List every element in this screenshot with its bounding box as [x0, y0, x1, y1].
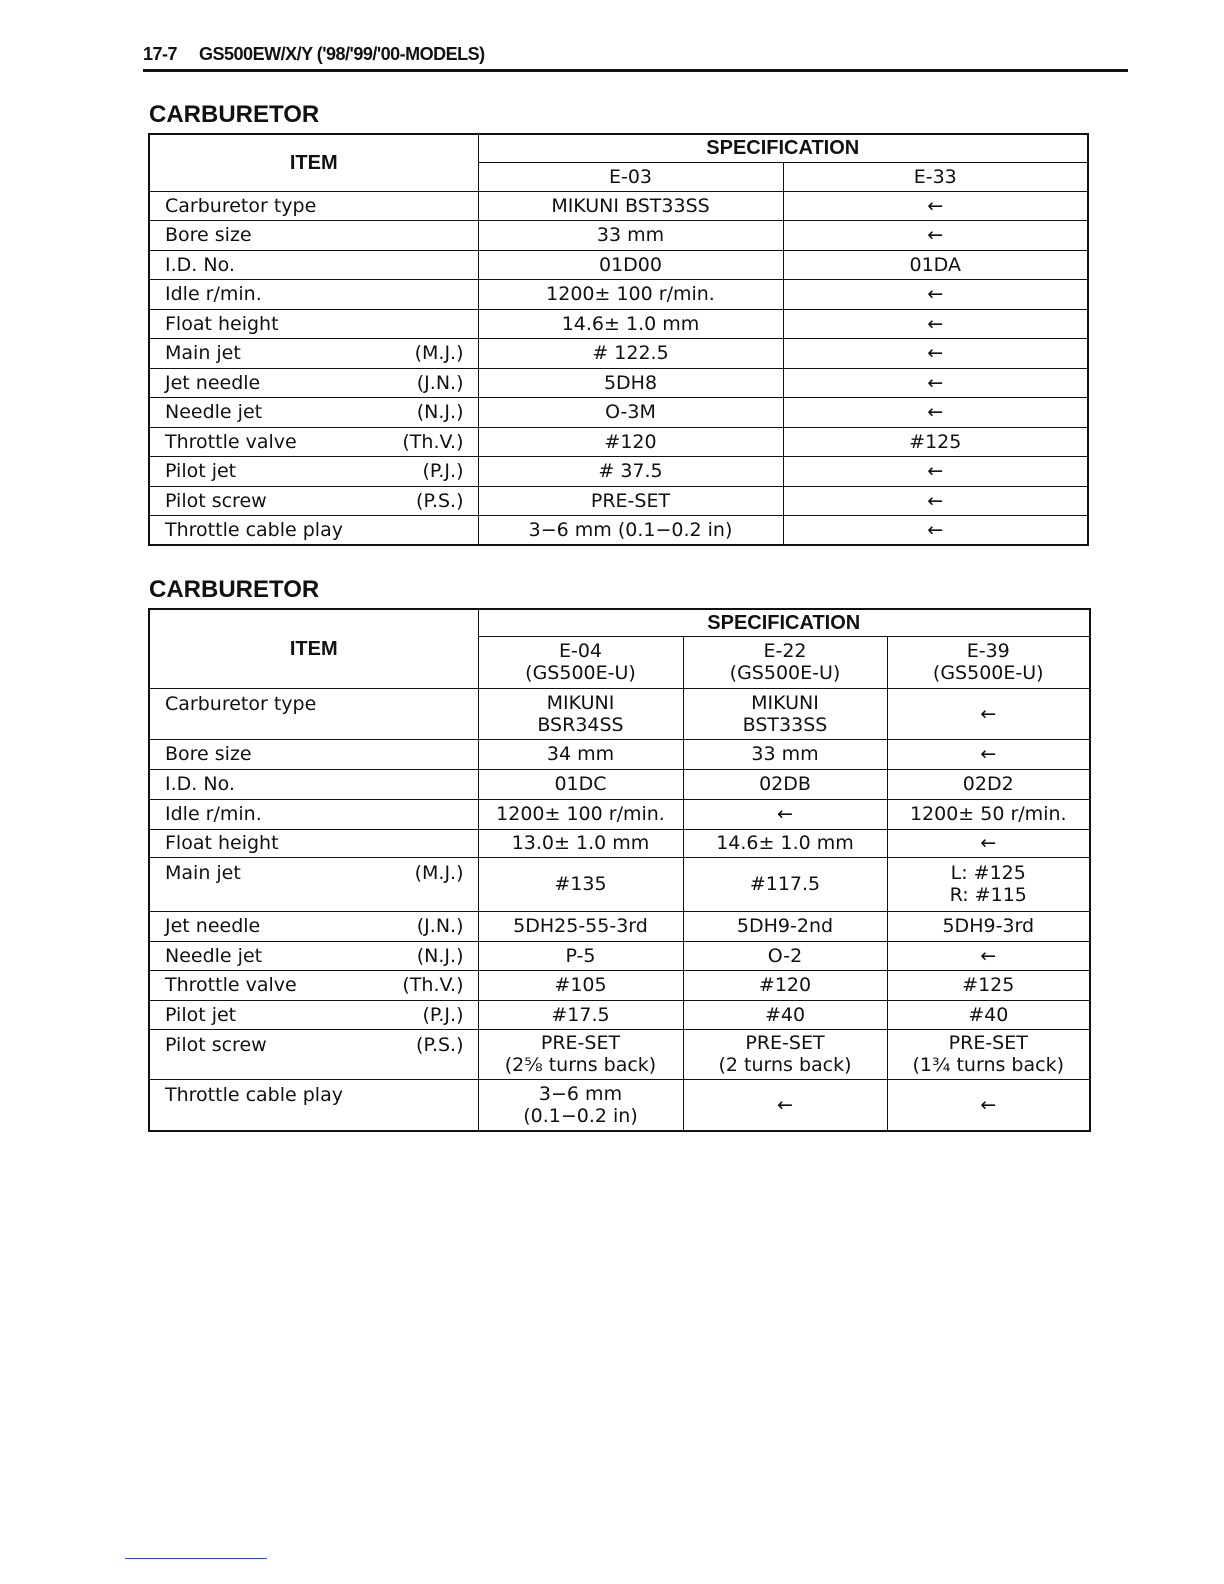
item-label: [149, 427, 478, 457]
item-abbr: (P.S.): [416, 1033, 464, 1056]
spec-value: ←: [683, 1079, 887, 1131]
table-row: [149, 191, 1088, 221]
value-line: (2⅝ turns back): [504, 1054, 657, 1076]
item-label: Idle r/min.: [149, 799, 478, 829]
item-name: Needle jet: [165, 401, 263, 424]
value-line: BSR34SS: [537, 713, 624, 736]
value-line: 3−6 mm: [538, 1082, 623, 1105]
column-model: (GS500E-U): [932, 662, 1044, 684]
item-label: Carburetor type: [149, 688, 478, 739]
item-name: Needle jet: [165, 944, 263, 967]
item-label: Bore size: [149, 739, 478, 769]
value-line: PRE-SET: [948, 1032, 1028, 1054]
item-label: Throttle cable play: [149, 516, 478, 546]
item-name: Pilot screw: [165, 489, 267, 512]
spec-value: 02DB: [683, 769, 887, 799]
column-header-e39: [887, 636, 1090, 688]
table-row: [149, 250, 1088, 280]
item-abbr: (M.J.): [414, 342, 464, 365]
carburetor-spec-table-1: [148, 133, 1089, 546]
table-row: [149, 799, 1090, 829]
spec-value: ←: [783, 368, 1088, 398]
item-label: Throttle cable play: [149, 1079, 478, 1131]
item-abbr: (P.S.): [416, 489, 464, 512]
spec-value: #120: [683, 970, 887, 1000]
spec-value: O-2: [683, 941, 887, 970]
spec-value: 02D2: [887, 769, 1090, 799]
spec-value: 5DH9-3rd: [887, 911, 1090, 941]
spec-value: 1200± 50 r/min.: [887, 799, 1090, 829]
table-row: [149, 368, 1088, 398]
spec-value: ←: [887, 829, 1090, 857]
spec-value: 01DC: [478, 769, 683, 799]
spec-value: #125: [887, 970, 1090, 1000]
item-name: Throttle valve: [165, 974, 297, 996]
item-label: Bore size: [149, 221, 478, 251]
spec-value: ←: [887, 688, 1090, 739]
item-label: [149, 368, 478, 398]
item-abbr: (J.N.): [416, 915, 464, 937]
item-name: Pilot jet: [165, 460, 237, 483]
item-header: ITEM: [149, 609, 478, 688]
spec-value: PRE-SET: [478, 486, 783, 516]
spec-value: 14.6± 1.0 mm: [683, 829, 887, 857]
item-abbr: (M.J.): [414, 861, 464, 884]
spec-value: #40: [887, 1000, 1090, 1029]
table-row: [149, 970, 1090, 1000]
spec-value: [887, 1029, 1090, 1079]
table-row: [149, 1029, 1090, 1079]
model-title: GS500EW/X/Y ('98/'99/'00-MODELS): [199, 44, 485, 64]
spec-value: 1200± 100 r/min.: [478, 280, 783, 310]
value-line: L: #125: [950, 862, 1026, 884]
spec-value: 33 mm: [683, 739, 887, 769]
item-label: I.D. No.: [149, 769, 478, 799]
spec-value: #40: [683, 1000, 887, 1029]
spec-value: [683, 1029, 887, 1079]
column-code: E-22: [763, 640, 807, 662]
footer-divider: [125, 1558, 267, 1559]
table-row: [149, 516, 1088, 546]
column-model: (GS500E-U): [525, 662, 636, 684]
spec-value: 34 mm: [478, 739, 683, 769]
value-line: R: #115: [949, 884, 1027, 906]
item-label: [149, 970, 478, 1000]
table-row: [149, 1079, 1090, 1131]
column-header-e03: E-03: [478, 162, 783, 191]
table-row: [149, 486, 1088, 516]
table-row: [149, 769, 1090, 799]
spec-value: # 37.5: [478, 457, 783, 487]
spec-value: O-3M: [478, 398, 783, 428]
spec-value: ←: [783, 398, 1088, 428]
item-abbr: (Th.V.): [402, 974, 464, 996]
table-row: [149, 221, 1088, 251]
spec-value: 14.6± 1.0 mm: [478, 309, 783, 339]
spec-value: #117.5: [683, 857, 887, 911]
spec-value: ←: [887, 739, 1090, 769]
item-name: Main jet: [165, 861, 241, 884]
spec-value: MIKUNI BST33SS: [478, 191, 783, 221]
spec-value: 5DH9-2nd: [683, 911, 887, 941]
item-name: Main jet: [165, 342, 241, 365]
value-line: (2 turns back): [718, 1054, 852, 1076]
item-abbr: (N.J.): [416, 401, 464, 424]
table-row: [149, 829, 1090, 857]
column-header-e22: [683, 636, 887, 688]
spec-value: 13.0± 1.0 mm: [478, 829, 683, 857]
spec-value: 01D00: [478, 250, 783, 280]
item-abbr: (J.N.): [416, 371, 464, 394]
spec-value: [478, 1079, 683, 1131]
specification-header: SPECIFICATION: [478, 134, 1088, 162]
item-abbr: (N.J.): [416, 944, 464, 967]
item-name: Jet needle: [165, 915, 261, 937]
value-line: (1¾ turns back): [912, 1054, 1064, 1076]
spec-value: 01DA: [783, 250, 1088, 280]
spec-value: ←: [683, 799, 887, 829]
table-row: [149, 280, 1088, 310]
spec-value: #135: [478, 857, 683, 911]
table-row: [149, 457, 1088, 487]
table-row: [149, 339, 1088, 369]
item-abbr: (P.J.): [422, 460, 464, 483]
item-label: [149, 339, 478, 369]
spec-value: [887, 857, 1090, 911]
column-header-e04: [478, 636, 683, 688]
specification-header: SPECIFICATION: [478, 609, 1090, 636]
item-label: [149, 398, 478, 428]
value-line: BST33SS: [742, 713, 828, 736]
spec-value: 5DH8: [478, 368, 783, 398]
table-row: [149, 739, 1090, 769]
value-line: MIKUNI: [751, 691, 819, 714]
item-abbr: (P.J.): [422, 1003, 464, 1026]
item-label: [149, 911, 478, 941]
item-name: Throttle valve: [165, 430, 297, 453]
table-row: [149, 941, 1090, 970]
item-abbr: (Th.V.): [402, 430, 464, 453]
column-code: E-39: [966, 640, 1010, 662]
column-code: E-04: [558, 640, 603, 662]
spec-value: ←: [783, 457, 1088, 487]
spec-value: ←: [783, 339, 1088, 369]
spec-value: [478, 688, 683, 739]
spec-value: 5DH25-55-3rd: [478, 911, 683, 941]
item-label: [149, 1000, 478, 1029]
section-title-carburetor-1: CARBURETOR: [149, 101, 320, 128]
item-label: [149, 1029, 478, 1079]
item-name: Pilot screw: [165, 1033, 267, 1056]
item-label: I.D. No.: [149, 250, 478, 280]
spec-value: [683, 688, 887, 739]
page-header: [143, 44, 1128, 72]
value-line: PRE-SET: [745, 1032, 825, 1054]
page-number: 17-7: [143, 44, 178, 64]
table-row: [149, 398, 1088, 428]
table-row: [149, 857, 1090, 911]
item-label: Idle r/min.: [149, 280, 478, 310]
column-header-e33: E-33: [783, 162, 1088, 191]
table-row: [149, 688, 1090, 739]
spec-value: #17.5: [478, 1000, 683, 1029]
spec-value: ←: [783, 280, 1088, 310]
item-label: Float height: [149, 829, 478, 857]
spec-value: #125: [783, 427, 1088, 457]
item-label: Float height: [149, 309, 478, 339]
table-row: [149, 911, 1090, 941]
item-label: [149, 457, 478, 487]
spec-value: #120: [478, 427, 783, 457]
column-model: (GS500E-U): [729, 662, 841, 684]
spec-value: ←: [783, 516, 1088, 546]
item-name: Pilot jet: [165, 1003, 237, 1026]
section-title-carburetor-2: CARBURETOR: [149, 576, 320, 603]
value-line: PRE-SET: [540, 1032, 621, 1054]
item-label: Carburetor type: [149, 191, 478, 221]
item-label: [149, 857, 478, 911]
spec-value: 1200± 100 r/min.: [478, 799, 683, 829]
spec-value: ←: [783, 309, 1088, 339]
value-line: MIKUNI: [546, 691, 615, 714]
spec-value: ←: [783, 191, 1088, 221]
spec-value: 3−6 mm (0.1−0.2 in): [478, 516, 783, 546]
item-label: [149, 941, 478, 970]
table-row: [149, 309, 1088, 339]
spec-value: ←: [887, 941, 1090, 970]
spec-value: ←: [783, 221, 1088, 251]
spec-value: 33 mm: [478, 221, 783, 251]
spec-value: # 122.5: [478, 339, 783, 369]
spec-value: [478, 1029, 683, 1079]
table-row: [149, 1000, 1090, 1029]
spec-value: ←: [887, 1079, 1090, 1131]
spec-value: P-5: [478, 941, 683, 970]
item-header: ITEM: [149, 134, 478, 191]
item-label: [149, 486, 478, 516]
item-name: Jet needle: [165, 371, 261, 394]
value-line: (0.1−0.2 in): [523, 1104, 638, 1127]
table-row: [149, 427, 1088, 457]
spec-value: ←: [783, 486, 1088, 516]
carburetor-spec-table-2: [148, 608, 1091, 1132]
spec-value: #105: [478, 970, 683, 1000]
